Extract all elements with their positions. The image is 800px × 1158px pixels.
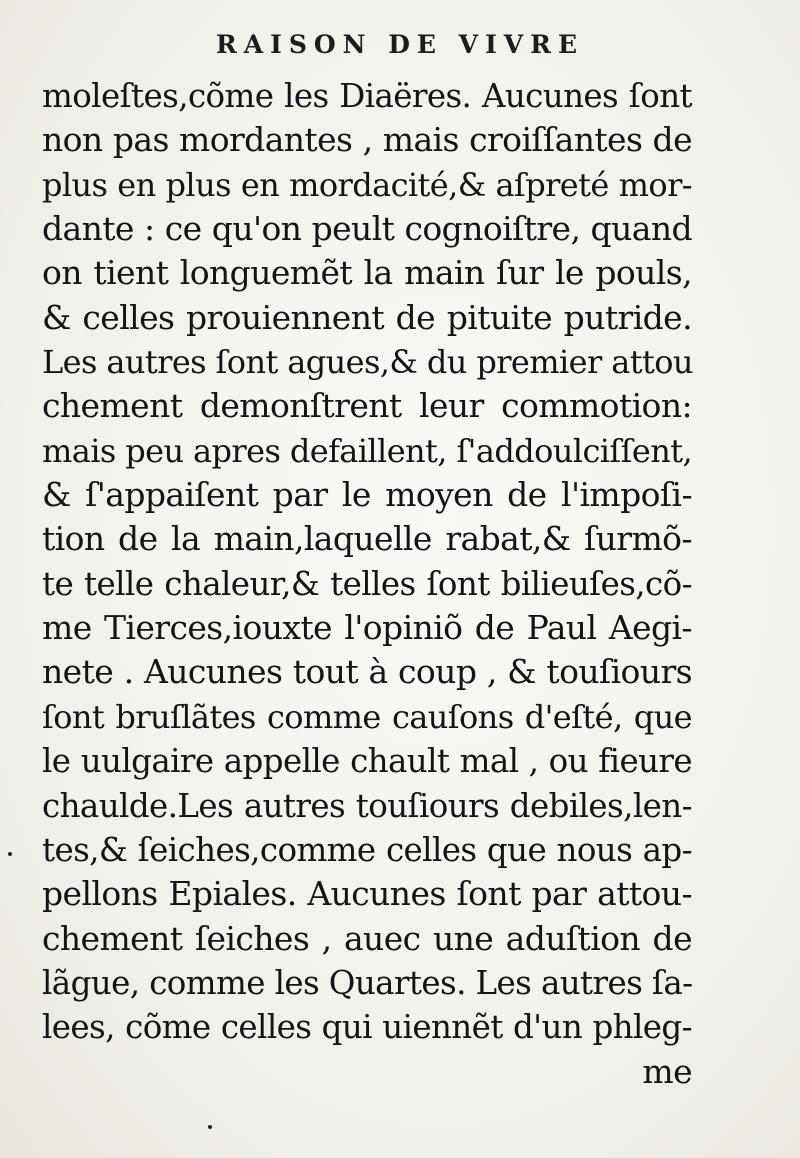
text-line: ſont bruſlãtes comme cauſons d'eſté, que xyxy=(42,697,692,736)
text-line: & ſ'appaiſent par le moyen de l'impoſi- xyxy=(42,475,692,515)
text-line: le uulgaire appelle chault mal , ou fieure xyxy=(42,742,692,781)
text-line: chement ſeiches , auec une aduſtion de xyxy=(42,918,692,958)
text-line: te telle chaleur,& telles ſont bilieuſes,cõ- xyxy=(42,564,692,603)
text-line: chaulde.Les autres touſiours debiles,len- xyxy=(42,786,692,825)
text-line-catchword: me xyxy=(642,1051,692,1091)
text-line: tion de la main,laquelle rabat,& ſurmõ- xyxy=(42,519,692,559)
text-line: Les autres ſont agues,& du premier attou xyxy=(42,343,693,382)
text-line: chement demonſtrent leur commotion: xyxy=(42,386,692,426)
text-line: moleſtes,cõme les Diaëres. Aucunes ſont xyxy=(42,77,692,115)
text-line: lees, cõme celles qui uiennẽt d'un phleg- xyxy=(42,1008,692,1047)
text-line: nete . Aucunes tout à coup , & touſiours xyxy=(42,652,692,692)
text-line: mais peu apres defaillent, ſ'addoulciſſent, xyxy=(42,431,693,470)
text-line: plus en plus en mordacité,& aſpreté mor- xyxy=(42,165,692,204)
ink-speck xyxy=(208,1125,212,1129)
text-line: & celles prouiennent de pituite putride. xyxy=(42,297,692,337)
text-line: on tient longuemẽt la main ſur le pouls, xyxy=(42,253,692,293)
text-line: me Tierces,iouxte l'opiniõ de Paul Aegi- xyxy=(42,608,692,648)
text-line: lãgue, comme les Quartes. Les autres ſa- xyxy=(42,963,693,1002)
running-head: RAISON DE VIVRE xyxy=(215,30,584,59)
text-line: non pas mordantes , mais croiſſantes de xyxy=(42,120,692,160)
text-line: pellons Epiales. Aucunes ſont par attou- xyxy=(42,874,692,914)
text-line: tes,& ſeiches,comme celles que nous ap- xyxy=(42,830,692,869)
text-line: dante : ce qu'on peult cognoiſtre, quand xyxy=(42,209,692,249)
ink-speck xyxy=(8,852,12,856)
body-text xyxy=(42,74,692,1094)
